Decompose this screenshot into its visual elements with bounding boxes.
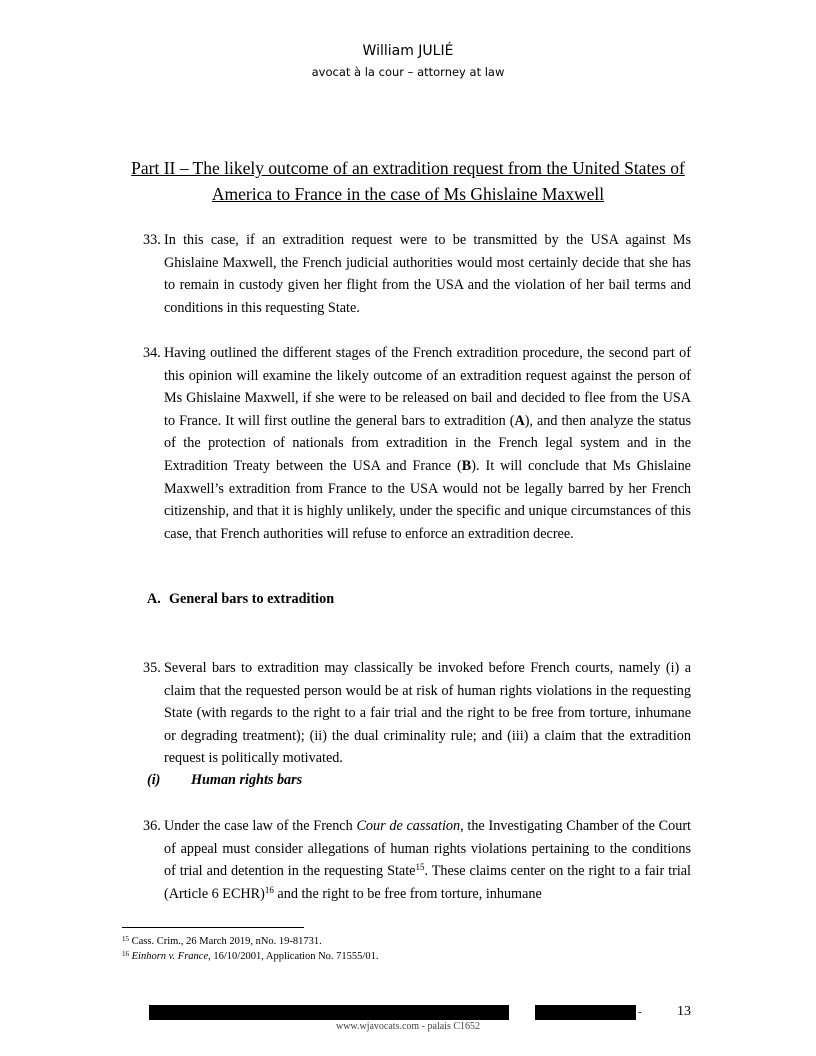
footnote-ref-15[interactable]: 15 <box>415 862 425 873</box>
part-title: Part II – The likely outcome of an extradition request from the United States of America to France in the case of Ms Ghislaine Maxwell <box>131 158 685 204</box>
subsection-i-heading: Human rights bars <box>191 772 303 788</box>
paragraph-text: Several bars to extradition may classically be invoked before French courts, namely (i) a claim that the requested person would be at risk of human rights violations in the requesting State (with regards to the right to a fair trial and the right to be free from torture, inhumane or degrading treatment); (ii) the dual criminality rule; and (iii) a claim that the extradition request is politically motivated. <box>164 660 691 767</box>
paragraph-number: 36. <box>143 818 161 834</box>
footnote-ref-16[interactable]: 16 <box>264 884 274 895</box>
bold-ref-a: A <box>514 412 525 429</box>
footnote-divider <box>122 927 304 928</box>
section-a-heading: General bars to extradition <box>169 591 335 607</box>
paragraph-number: 33. <box>143 232 161 248</box>
paragraph-36 <box>143 815 692 905</box>
header-name: William JULIÉ <box>362 43 454 59</box>
paragraph-number: 34. <box>143 345 161 361</box>
redaction-bar <box>535 1005 636 1020</box>
footnote-text: , 16/10/2001, Application No. 71555/01. <box>208 951 379 962</box>
footnote-mark: 15 <box>122 935 129 943</box>
paragraph-number: 35. <box>143 660 161 676</box>
paragraph-text: Having outlined the different stages of the French extradition procedure, the second part of this opinion will examine the likely outcome of an extradition request against the person of Ms Ghislaine Maxwell, if she were to be released on bail and decided to flee from the USA to France. It will first outline the general bars to extradition ( <box>164 345 691 429</box>
paragraph-text: and the right to be free from torture, inhumane <box>273 885 542 902</box>
paragraph-35 <box>143 657 691 770</box>
bold-ref-b: B <box>461 457 472 474</box>
subsection-i-label: (i) <box>147 772 161 788</box>
page-number: 13 <box>677 1004 691 1019</box>
paragraph-33 <box>143 229 691 319</box>
italic-text: Cour de cassation <box>356 818 461 834</box>
header-subtitle: avocat à la cour – attorney at law <box>311 65 505 79</box>
paragraph-34 <box>143 342 691 545</box>
footer-dash: - <box>638 1006 642 1018</box>
paragraph-text: ), and then analyze the status of the protection of nationals from extradition in the French legal system and in the Extradition Treaty between the USA and France ( <box>164 412 691 474</box>
paragraph-text: , the Investigating Chamber of the Court of appeal must consider allegations of human rights violations pertaining to the conditions of trial and detention in the requesting State <box>164 818 691 880</box>
footnote-mark: 16 <box>122 950 129 958</box>
footnote-italic: Einhorn v. France <box>131 951 209 962</box>
paragraph-text: ). It will conclude that Ms Ghislaine Maxwell’s extradition from France to the USA would not be legally barred by her French citizenship, and that it is highly unlikely, under the specific and unique circumstances of this case, that French authorities will refuse to enforce an extradition decree. <box>164 457 691 542</box>
footnote-16 <box>122 951 378 962</box>
footer-website: www.wjavocats.com - palais C1652 <box>335 1021 481 1032</box>
footnote-text: Cass. Crim., 26 March 2019, nNo. 19-81731. <box>129 936 322 947</box>
section-a-label: A. <box>147 591 161 607</box>
paragraph-text: In this case, if an extradition request were to be transmitted by the USA against Ms Ghislaine Maxwell, the French judicial authorities would most certainly decide that she has to remain in custody given her flight from the USA and the violation of her bail terms and conditions in this requesting State. <box>164 232 691 316</box>
paragraph-text: Under the case law of the French <box>164 818 357 834</box>
redaction-bar <box>149 1005 509 1020</box>
paragraph-text: . These claims center on the right to a fair trial (Article 6 ECHR) <box>164 863 692 902</box>
footnote-15 <box>122 936 322 947</box>
